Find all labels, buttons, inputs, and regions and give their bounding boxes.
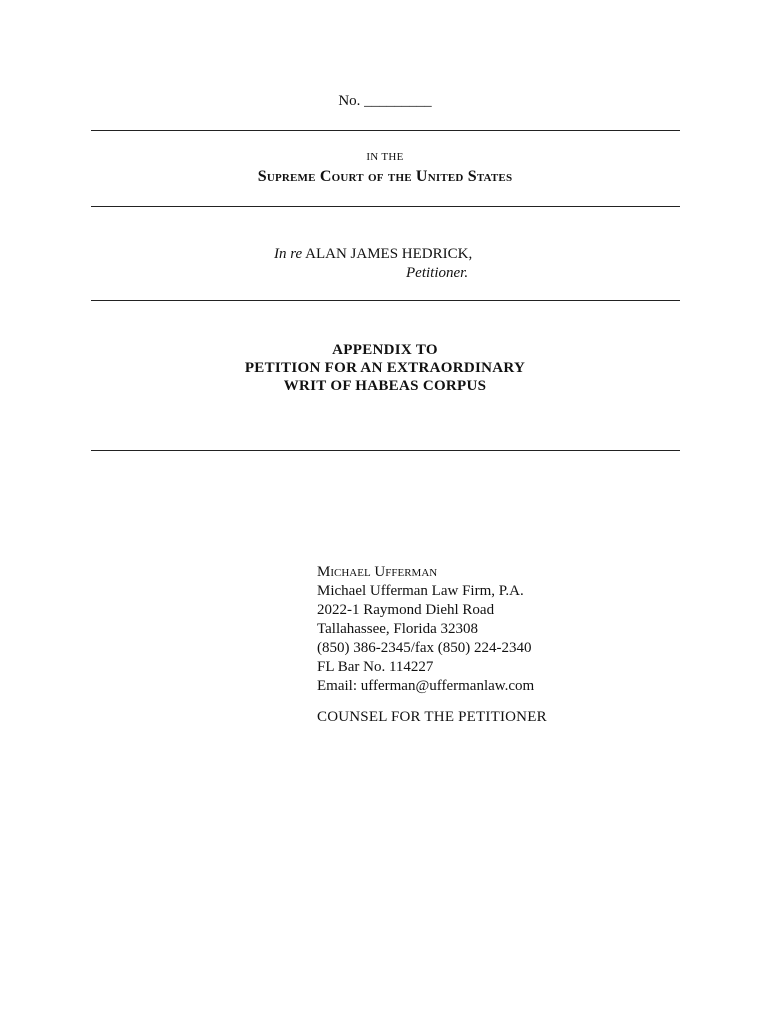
counsel-name: Michael Ufferman [317,564,438,580]
party-name: ALAN JAMES HEDRICK, [302,246,473,262]
court-prefix: IN THE [366,151,404,163]
divider-title [91,450,680,451]
docket-number: No. _________ [338,93,432,109]
counsel-address-2: Tallahassee, Florida 32308 [317,621,478,637]
title-line-1: APPENDIX TO [332,342,438,358]
divider-court [91,206,680,207]
case-caption [274,246,472,263]
counsel-info [317,563,534,696]
party-role: Petitioner. [406,265,469,281]
title-line-3: WRIT OF HABEAS CORPUS [283,378,487,394]
divider-top [91,130,680,131]
title-line-2: PETITION FOR AN EXTRAORDINARY [244,360,526,376]
divider-caption [91,300,680,301]
court-name: Supreme Court of the United States [257,168,513,185]
counsel-email: Email: ufferman@uffermanlaw.com [317,678,535,694]
counsel-firm: Michael Ufferman Law Firm, P.A. [317,583,524,599]
document-title [0,341,770,395]
counsel-address-1: 2022-1 Raymond Diehl Road [317,602,495,618]
counsel-role: COUNSEL FOR THE PETITIONER [317,709,547,725]
in-re-label: In re [274,246,303,262]
counsel-phone: (850) 386-2345/fax (850) 224-2340 [317,640,532,656]
counsel-bar-number: FL Bar No. 114227 [317,659,434,675]
